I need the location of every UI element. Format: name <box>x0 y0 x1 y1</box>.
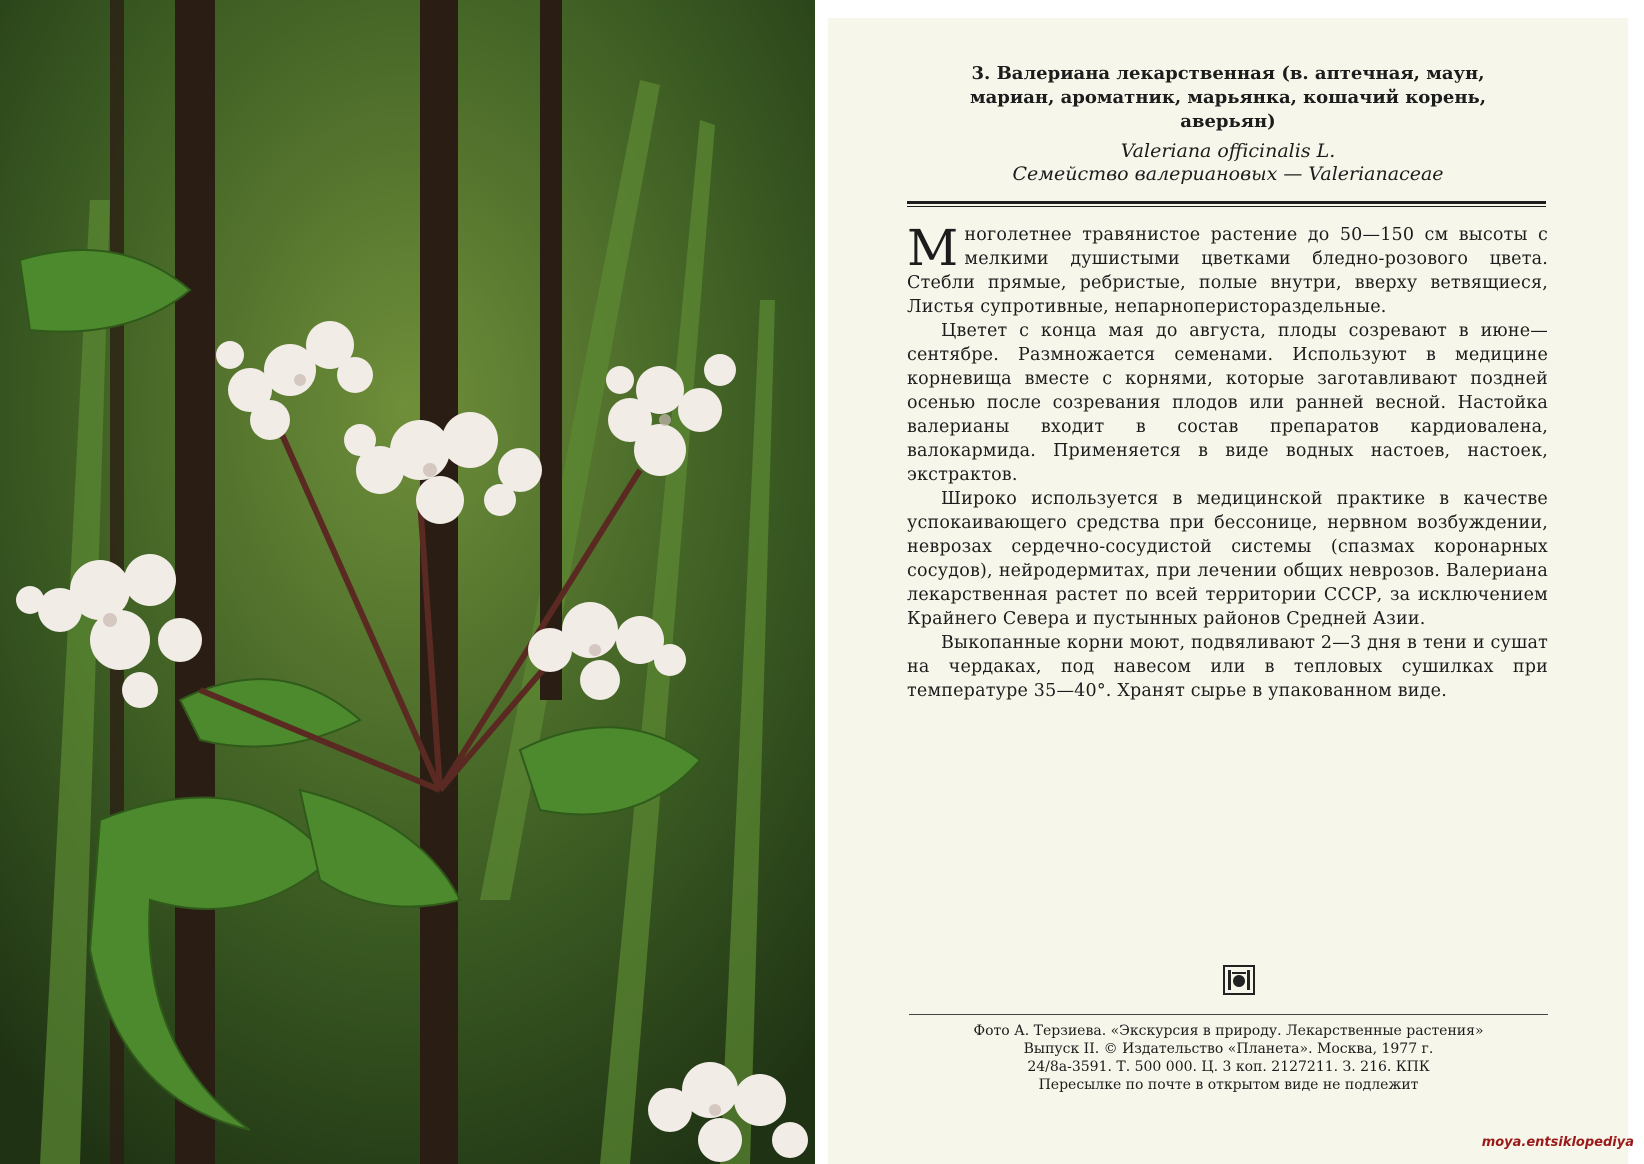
description-text <box>907 219 1548 703</box>
description-card <box>828 18 1628 1164</box>
valerian-photo-illustration <box>0 0 815 1164</box>
watermark: moya.entsiklopediya <box>1481 1135 1634 1150</box>
family-name: Семейство валериановых — Valerianaceae <box>1012 163 1444 185</box>
imprint-line: Пересылке по почте в открытом виде не подлежит <box>1038 1077 1419 1093</box>
paragraph-text: ноголетнее травянистое растение до 50—150 см высоты с мелкими душистыми цветками бледно-розового цвета. Стебли прямые, ребристые, полые внутри, вверху ветвящиеся, Листья супротивные, непарноперистораздельные. <box>907 225 1548 317</box>
publisher-logo-icon <box>1222 964 1256 996</box>
paragraph: Цветет с конца мая до августа, плоды созревают в июне—сентябре. Размножается семенами. Используют в медицине корневища вместе с корнями, которые заготавливают поздней осенью после созревания плодов или ранней весной. Настойка валерианы входит в состав препаратов кардиовалена, валокармида. Применяется в виде водных настоев, настоек, экстрактов. <box>907 321 1548 485</box>
paragraph <box>907 219 1548 319</box>
drop-cap: М <box>907 219 959 277</box>
footer-divider <box>909 1014 1548 1015</box>
imprint <box>909 1022 1548 1094</box>
plant-photo <box>0 0 815 1164</box>
stem <box>175 0 215 1164</box>
imprint-line: Выпуск II. © Издательство «Планета». Москва, 1977 г. <box>1023 1041 1434 1057</box>
title-divider <box>907 201 1546 204</box>
title-line: аверьян) <box>1180 111 1276 132</box>
imprint-line: 24/8а-3591. Т. 500 000. Ц. 3 коп. 2127211. З. 216. КПК <box>1027 1059 1430 1075</box>
latin-name: Valeriana officinalis L. <box>1120 140 1336 162</box>
paragraph: Широко используется в медицинской практике в качестве успокаивающего средства при бессонице, нервном возбуждении, неврозах сердечно-сосудистой системы (спазмах коронарных сосудов), нейродермитах, при лечении общих неврозов. Валериана лекарственная растет по всей территории СССР, за исключением Крайнего Севера и пустынных районов Средней Азии. <box>907 489 1548 629</box>
imprint-line: Фото А. Терзиева. «Экскурсия в природу. Лекарственные растения» <box>973 1023 1484 1039</box>
paragraph: Выкопанные корни моют, подвяливают 2—3 дня в тени и сушат на чердаках, под навесом или в тепловых сушилках при температуре 35—40°. Хранят сырье в упакованном виде. <box>907 633 1548 701</box>
title-line: мариан, ароматник, марьянка, кошачий корень, <box>970 87 1486 108</box>
title-line: 3. Валериана лекарственная (в. аптечная, маун, <box>971 63 1485 84</box>
card-title <box>908 62 1548 134</box>
